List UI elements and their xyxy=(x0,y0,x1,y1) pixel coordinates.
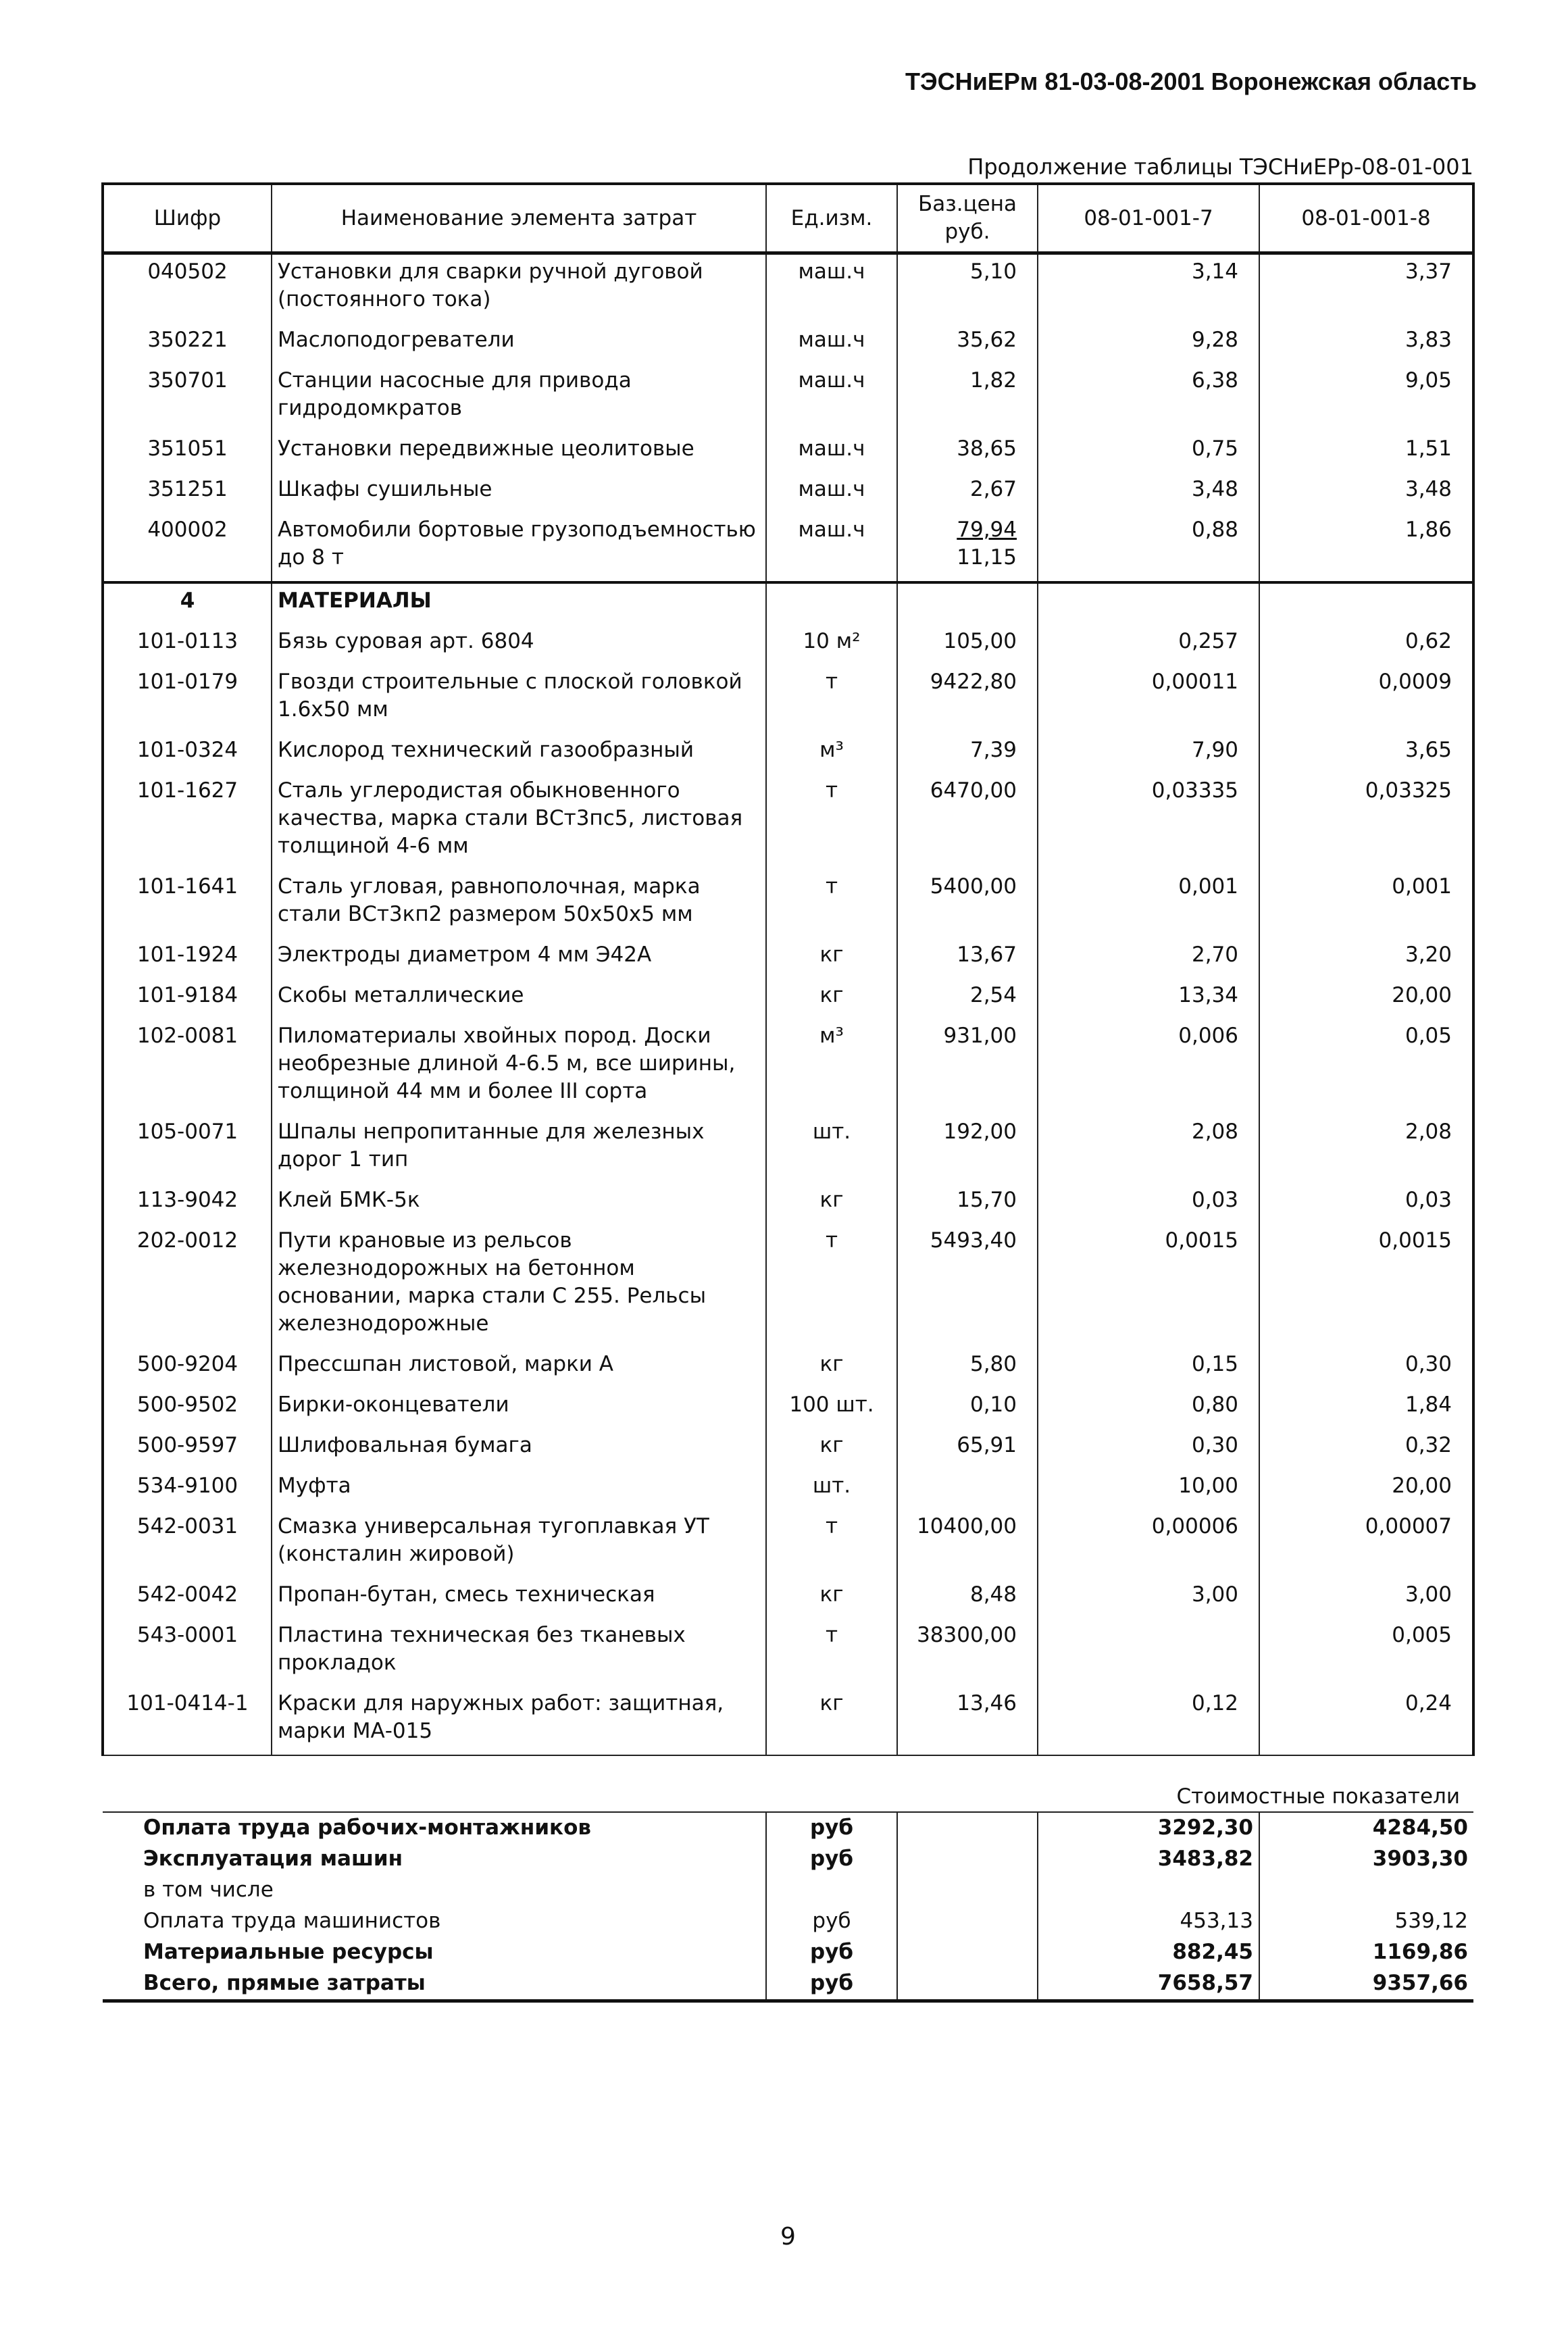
summary-row xyxy=(103,1844,1473,1875)
table-row xyxy=(103,978,1473,1019)
table-row xyxy=(103,624,1473,665)
summary-row xyxy=(103,1906,1473,1937)
summary-value-8: 3903,30 xyxy=(1259,1844,1473,1875)
unit: кг xyxy=(766,1183,897,1224)
value-8: 0,001 xyxy=(1259,870,1473,938)
value-8: 3,83 xyxy=(1259,323,1473,363)
col-08-01-001-8: 08-01-001-8 xyxy=(1259,184,1473,253)
value-7: 0,03335 xyxy=(1038,774,1259,870)
summary-value-7: 3292,30 xyxy=(1038,1812,1259,1844)
value-8: 3,65 xyxy=(1259,733,1473,774)
name: Прессшпан листовой, марки А xyxy=(272,1347,766,1388)
code: 105-0071 xyxy=(103,1115,272,1183)
code: 542-0031 xyxy=(103,1509,272,1578)
page-number: 9 xyxy=(780,2223,796,2251)
value-7: 0,00011 xyxy=(1038,665,1259,733)
col-name: Наименование элемента затрат xyxy=(272,184,766,253)
table-row xyxy=(103,1686,1473,1755)
code: 500-9204 xyxy=(103,1347,272,1388)
name: Пластина техническая без тканевых прокладок xyxy=(272,1618,766,1686)
value-7: 0,257 xyxy=(1038,624,1259,665)
table-row xyxy=(103,733,1473,774)
value-8: 0,32 xyxy=(1259,1428,1473,1469)
value-8: 0,005 xyxy=(1259,1618,1473,1686)
section-number: 4 xyxy=(103,582,272,624)
unit: кг xyxy=(766,1686,897,1755)
value-8: 3,20 xyxy=(1259,938,1473,978)
value-8: 0,03325 xyxy=(1259,774,1473,870)
price: 79,94 xyxy=(957,518,1017,542)
cost-table xyxy=(101,182,1475,2003)
value-7: 0,80 xyxy=(1038,1388,1259,1428)
name: Станции насосные для привода гидродомкратов xyxy=(272,363,766,432)
code: 101-0414-1 xyxy=(103,1686,272,1755)
value-7: 0,006 xyxy=(1038,1019,1259,1115)
summary-unit xyxy=(766,1875,897,1906)
name: Шкафы сушильные xyxy=(272,472,766,513)
price: 15,70 xyxy=(897,1183,1038,1224)
value-8: 0,30 xyxy=(1259,1347,1473,1388)
value-8: 0,62 xyxy=(1259,624,1473,665)
price: 2,54 xyxy=(897,978,1038,1019)
name: Электроды диаметром 4 мм Э42А xyxy=(272,938,766,978)
unit: кг xyxy=(766,1428,897,1469)
name: Сталь угловая, равнополочная, марка стали ВСт3кп2 размером 50х50х5 мм xyxy=(272,870,766,938)
table-row xyxy=(103,1115,1473,1183)
unit: т xyxy=(766,1618,897,1686)
col-unit: Ед.изм. xyxy=(766,184,897,253)
code: 101-0324 xyxy=(103,733,272,774)
unit: кг xyxy=(766,938,897,978)
code: 102-0081 xyxy=(103,1019,272,1115)
code: 351251 xyxy=(103,472,272,513)
unit: 10 м² xyxy=(766,624,897,665)
value-8: 1,51 xyxy=(1259,432,1473,472)
summary-value-7: 453,13 xyxy=(1038,1906,1259,1937)
price: 38,65 xyxy=(897,432,1038,472)
price: 1,82 xyxy=(897,363,1038,432)
value-8: 20,00 xyxy=(1259,978,1473,1019)
price xyxy=(897,1469,1038,1509)
table-row xyxy=(103,938,1473,978)
value-7: 3,14 xyxy=(1038,253,1259,324)
summary-unit: руб xyxy=(766,1968,897,2001)
value-7: 10,00 xyxy=(1038,1469,1259,1509)
value-7: 2,70 xyxy=(1038,938,1259,978)
value-7: 13,34 xyxy=(1038,978,1259,1019)
unit: м³ xyxy=(766,1019,897,1115)
table-header xyxy=(103,184,1473,253)
summary-value-8: 4284,50 xyxy=(1259,1812,1473,1844)
price: 10400,00 xyxy=(897,1509,1038,1578)
summary-label: Оплата труда машинистов xyxy=(143,1909,441,1933)
name: Пропан-бутан, смесь техническая xyxy=(272,1578,766,1618)
code: 202-0012 xyxy=(103,1224,272,1347)
value-8: 0,0015 xyxy=(1259,1224,1473,1347)
summary-value-7: 3483,82 xyxy=(1038,1844,1259,1875)
section-title: МАТЕРИАЛЫ xyxy=(272,582,766,624)
table-row xyxy=(103,323,1473,363)
price: 7,39 xyxy=(897,733,1038,774)
price: 5,80 xyxy=(897,1347,1038,1388)
name: Автомобили бортовые грузоподъемностью до 8 т xyxy=(272,513,766,582)
price: 8,48 xyxy=(897,1578,1038,1618)
unit: маш.ч xyxy=(766,432,897,472)
code: 400002 xyxy=(103,513,272,582)
unit: кг xyxy=(766,978,897,1019)
value-7: 0,75 xyxy=(1038,432,1259,472)
price: 5400,00 xyxy=(897,870,1038,938)
table-row xyxy=(103,870,1473,938)
name: Маслоподогреватели xyxy=(272,323,766,363)
table-row xyxy=(103,1019,1473,1115)
unit: кг xyxy=(766,1347,897,1388)
document-title: ТЭСНиЕРм 81-03-08-2001 Воронежская область xyxy=(905,68,1477,95)
value-7: 0,0015 xyxy=(1038,1224,1259,1347)
summary-row xyxy=(103,1937,1473,1968)
code: 101-0113 xyxy=(103,624,272,665)
name: Пиломатериалы хвойных пород. Доски необрезные длиной 4-6.5 м, все ширины, толщиной 44 мм и более III сорта xyxy=(272,1019,766,1115)
price: 0,10 xyxy=(897,1388,1038,1428)
code: 101-1641 xyxy=(103,870,272,938)
unit: маш.ч xyxy=(766,323,897,363)
code: 101-9184 xyxy=(103,978,272,1019)
summary-row xyxy=(103,1812,1473,1844)
price: 5493,40 xyxy=(897,1224,1038,1347)
price: 192,00 xyxy=(897,1115,1038,1183)
name: Установки для сварки ручной дуговой (постоянного тока) xyxy=(272,253,766,324)
price-alt: 11,15 xyxy=(957,545,1017,570)
unit: т xyxy=(766,1224,897,1347)
unit: 100 шт. xyxy=(766,1388,897,1428)
summary-unit: руб xyxy=(766,1906,897,1937)
table-continuation-caption: Продолжение таблицы ТЭСНиЕРр-08-01-001 xyxy=(967,154,1473,180)
table-row xyxy=(103,1347,1473,1388)
col-08-01-001-7: 08-01-001-7 xyxy=(1038,184,1259,253)
table-row xyxy=(103,1469,1473,1509)
table-row xyxy=(103,774,1473,870)
unit: шт. xyxy=(766,1469,897,1509)
value-7: 0,03 xyxy=(1038,1183,1259,1224)
value-7: 0,12 xyxy=(1038,1686,1259,1755)
price: 13,46 xyxy=(897,1686,1038,1755)
code: 113-9042 xyxy=(103,1183,272,1224)
price: 35,62 xyxy=(897,323,1038,363)
unit: т xyxy=(766,774,897,870)
name: Кислород технический газообразный xyxy=(272,733,766,774)
code: 500-9597 xyxy=(103,1428,272,1469)
col-price: Баз.цена руб. xyxy=(897,184,1038,253)
summary-value-8: 539,12 xyxy=(1259,1906,1473,1937)
table-row xyxy=(103,1578,1473,1618)
summary-row xyxy=(103,1968,1473,2001)
unit: т xyxy=(766,665,897,733)
table-row xyxy=(103,1618,1473,1686)
price: 13,67 xyxy=(897,938,1038,978)
summary-label: Эксплуатация машин xyxy=(143,1847,403,1871)
code: 351051 xyxy=(103,432,272,472)
price: 105,00 xyxy=(897,624,1038,665)
value-8: 0,05 xyxy=(1259,1019,1473,1115)
unit: маш.ч xyxy=(766,253,897,324)
price: 931,00 xyxy=(897,1019,1038,1115)
name: Муфта xyxy=(272,1469,766,1509)
summary-value-7: 882,45 xyxy=(1038,1937,1259,1968)
table-row xyxy=(103,472,1473,513)
value-8: 0,0009 xyxy=(1259,665,1473,733)
summary-title: Стоимостные показатели xyxy=(103,1755,1473,1812)
value-7: 0,001 xyxy=(1038,870,1259,938)
section-row-materials xyxy=(103,582,1473,624)
value-7: 3,48 xyxy=(1038,472,1259,513)
value-8: 0,24 xyxy=(1259,1686,1473,1755)
table-row xyxy=(103,1388,1473,1428)
code: 543-0001 xyxy=(103,1618,272,1686)
price: 2,67 xyxy=(897,472,1038,513)
value-8: 0,03 xyxy=(1259,1183,1473,1224)
code: 101-1924 xyxy=(103,938,272,978)
name: Установки передвижные цеолитовые xyxy=(272,432,766,472)
summary-unit: руб xyxy=(766,1937,897,1968)
unit: м³ xyxy=(766,733,897,774)
table-row xyxy=(103,1509,1473,1578)
price: 5,10 xyxy=(897,253,1038,324)
price-cell xyxy=(897,513,1038,582)
value-7: 0,00006 xyxy=(1038,1509,1259,1578)
table-row xyxy=(103,1428,1473,1469)
unit: маш.ч xyxy=(766,472,897,513)
value-8: 3,48 xyxy=(1259,472,1473,513)
summary-unit: руб xyxy=(766,1812,897,1844)
summary-label: в том числе xyxy=(143,1878,274,1902)
unit: кг xyxy=(766,1578,897,1618)
table-row xyxy=(103,665,1473,733)
unit: т xyxy=(766,870,897,938)
value-8: 2,08 xyxy=(1259,1115,1473,1183)
value-7: 7,90 xyxy=(1038,733,1259,774)
name: Скобы металлические xyxy=(272,978,766,1019)
name: Клей БМК-5к xyxy=(272,1183,766,1224)
name: Бязь суровая арт. 6804 xyxy=(272,624,766,665)
name: Краски для наружных работ: защитная, марки МА-015 xyxy=(272,1686,766,1755)
name: Пути крановые из рельсов железнодорожных на бетонном основании, марка стали С 255. Рельсы железнодорожные xyxy=(272,1224,766,1347)
name: Бирки-оконцеватели xyxy=(272,1388,766,1428)
unit: маш.ч xyxy=(766,363,897,432)
summary-value-7: 7658,57 xyxy=(1038,1968,1259,2001)
code: 542-0042 xyxy=(103,1578,272,1618)
price: 65,91 xyxy=(897,1428,1038,1469)
value-7: 6,38 xyxy=(1038,363,1259,432)
code: 534-9100 xyxy=(103,1469,272,1509)
value-8: 1,86 xyxy=(1259,513,1473,582)
value-7: 0,88 xyxy=(1038,513,1259,582)
code: 101-0179 xyxy=(103,665,272,733)
summary-value-7 xyxy=(1038,1875,1259,1906)
summary-label: Всего, прямые затраты xyxy=(103,1968,766,2001)
price: 38300,00 xyxy=(897,1618,1038,1686)
code: 350701 xyxy=(103,363,272,432)
unit: маш.ч xyxy=(766,513,897,582)
code: 500-9502 xyxy=(103,1388,272,1428)
summary-label: Материальные ресурсы xyxy=(143,1940,434,1964)
table-row xyxy=(103,432,1473,472)
name: Гвозди строительные с плоской головкой 1.6х50 мм xyxy=(272,665,766,733)
value-7: 9,28 xyxy=(1038,323,1259,363)
price: 6470,00 xyxy=(897,774,1038,870)
value-7: 0,15 xyxy=(1038,1347,1259,1388)
value-8: 9,05 xyxy=(1259,363,1473,432)
value-8: 20,00 xyxy=(1259,1469,1473,1509)
summary-value-8: 9357,66 xyxy=(1259,1968,1473,2001)
value-7: 0,30 xyxy=(1038,1428,1259,1469)
value-7: 3,00 xyxy=(1038,1578,1259,1618)
summary-value-8: 1169,86 xyxy=(1259,1937,1473,1968)
value-7 xyxy=(1038,1618,1259,1686)
name: Смазка универсальная тугоплавкая УТ (консталин жировой) xyxy=(272,1509,766,1578)
summary-label: Оплата труда рабочих-монтажников xyxy=(143,1815,591,1840)
value-8: 1,84 xyxy=(1259,1388,1473,1428)
name: Шпалы непропитанные для железных дорог 1 тип xyxy=(272,1115,766,1183)
code: 101-1627 xyxy=(103,774,272,870)
summary-caption-row xyxy=(103,1755,1473,1812)
col-code: Шифр xyxy=(103,184,272,253)
summary-row xyxy=(103,1875,1473,1906)
name: Сталь углеродистая обыкновенного качества, марка стали ВСт3пс5, листовая толщиной 4-6 мм xyxy=(272,774,766,870)
unit: шт. xyxy=(766,1115,897,1183)
summary-unit: руб xyxy=(766,1844,897,1875)
table-row xyxy=(103,1224,1473,1347)
code: 350221 xyxy=(103,323,272,363)
unit: т xyxy=(766,1509,897,1578)
value-8: 3,00 xyxy=(1259,1578,1473,1618)
price: 9422,80 xyxy=(897,665,1038,733)
name: Шлифовальная бумага xyxy=(272,1428,766,1469)
summary-value-8 xyxy=(1259,1875,1473,1906)
value-8: 0,00007 xyxy=(1259,1509,1473,1578)
table-row xyxy=(103,363,1473,432)
value-8: 3,37 xyxy=(1259,253,1473,324)
value-7: 2,08 xyxy=(1038,1115,1259,1183)
table-row xyxy=(103,513,1473,582)
code: 040502 xyxy=(103,253,272,324)
table-row xyxy=(103,1183,1473,1224)
table-row xyxy=(103,253,1473,324)
